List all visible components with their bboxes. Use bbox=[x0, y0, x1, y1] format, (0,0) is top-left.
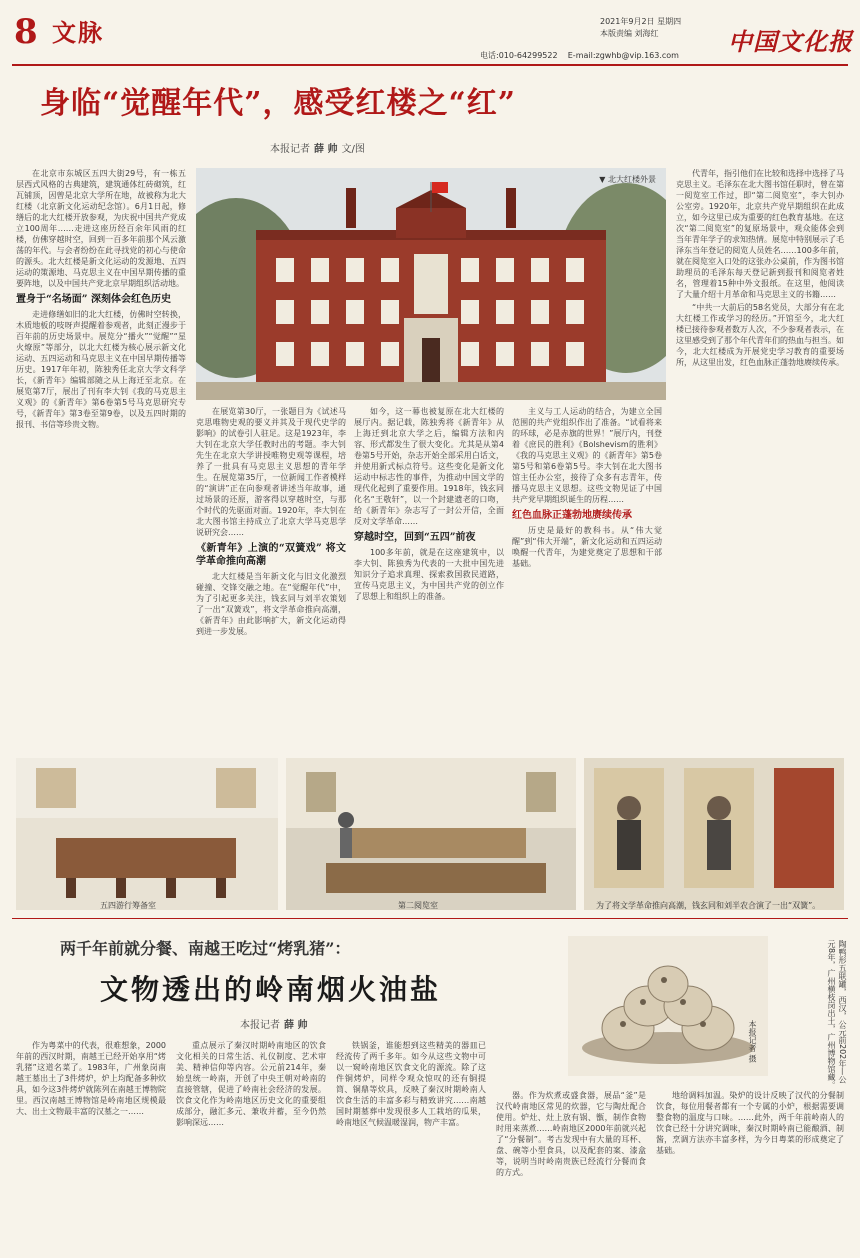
contact-phone: 电话:010-64299522 bbox=[480, 51, 558, 60]
article1-column-4 bbox=[512, 406, 662, 750]
paragraph: 铁锅釜，谁能想到这些精美的器皿已经流传了两千多年。如今从这些文物中可以一窥岭南地区饮食文化的源流。除了这件铜烤炉，同样令观众惊叹的还有铜提筒、铜鼎等炊具，反映了秦汉时期岭南人饮食生活的丰富多彩与精致讲究……南越国时期墓葬中发现很多人工栽培的瓜果，岭南地区气候温暖湿润，物产丰富。 bbox=[336, 1041, 486, 1127]
article2-column-1 bbox=[16, 1040, 166, 1250]
paragraph: 重点展示了秦汉时期岭南地区的饮食文化相关的日常生活、礼仪制度、艺术审美、精神信仰等内容。公元前214年，秦始皇统一岭南，开创了中央王朝对岭南的直接管辖，促进了岭南社会经济的发展。饮食文化作为岭南地区历史文化的重要组成部分，融汇多元、兼收并蓄，至今仍然影响深远…… bbox=[176, 1041, 326, 1127]
article2-deck: 两千年前就分餐、南越王吃过“烤乳猪”： bbox=[60, 939, 351, 958]
paragraph: 器。作为炊煮或盛食器，展品“釜”是汉代岭南地区常见的炊器，它与陶灶配合使用。炉灶、灶上放有锅、甑，制作食物时用来蒸煮……岭南地区2000年前就兴起了“分餐制”。考古发现中有大量的耳杯、盘、碗等小型食具，以及配套的案、漆盒等，说明当时岭南贵族已经流行分餐而食的方式。 bbox=[496, 1091, 646, 1177]
masthead-meta bbox=[600, 16, 681, 40]
paragraph: 100多年前，就是在这座建筑中，以李大钊、陈独秀为代表的一大批中国先进知识分子追求真理、探索救国救民道路，宣传马克思主义，为中国共产党的创立作了思想上和组织上的准备。 bbox=[354, 548, 504, 601]
article1-column-5 bbox=[676, 168, 844, 750]
subheading: 《新青年》上演的“双簧戏” 将文学革命推向高潮 bbox=[196, 543, 346, 567]
contact-line bbox=[480, 50, 679, 61]
photo-caption: ▼ 北大红楼外景 bbox=[599, 175, 656, 184]
article2-byline bbox=[240, 1016, 311, 1031]
contact-email: E-mail:zgwhb@vip.163.com bbox=[567, 51, 679, 60]
pottery-photo-credit: 本报记者 摄 bbox=[748, 1020, 757, 1063]
paragraph: 在北京市东城区五四大街29号，有一栋五层西式风格的古典建筑，建筑通体红砖砌筑，红瓦铺顶，因曾是北京大学所在地，故被称为北大红楼（北京新文化运动纪念馆）。6月1日起，修缮后的北大红楼开放参观，为庆祝中国共产党成立100周年……走进这座历经百余年风雨的红楼，仿佛穿越时空，回到一百多年前那个风云激荡的年代。与会者纷纷在此寻找党的初心与使命的源头。北大红楼是新文化运动的发源地、五四运动的策源地、马克思主义在中国早期传播的重要阵地，以及中国共产党北京早期组织活动地。 bbox=[16, 169, 186, 288]
paragraph: 代青年，指引他们在比较和选择中选择了马克思主义。毛泽东在北大图书馆任职时，曾在第一阅览室工作过，即“第二阅览室”，李大钊办公室旁。1920年，北京共产党早期组织在此成立，如今这里已成为重要的红色教育基地。在这次“第二阅览室”的复原场景中，观众能体会到当年青年学子的求知热情。展览中特别展示了毛泽东当年登记的阅览人员姓名……100多年前，就在阅览室入口处的这张办公桌前，作为图书馆助理员的毛泽东每天登记新到报刊和阅览者姓名，管理着15种中外文报纸。在这里，他阅读了大量介绍十月革命和马克思主义的书籍…… bbox=[676, 169, 844, 299]
newspaper-logo: 中国文化报 bbox=[728, 27, 853, 56]
page-number: 8 bbox=[14, 12, 38, 52]
exhibit-figures-illustration bbox=[584, 758, 844, 910]
byline-prefix: 本报记者 bbox=[270, 144, 310, 155]
photo-meeting-room bbox=[16, 758, 278, 910]
article1-headline: 身临“觉醒年代”，感受红楼之“红” bbox=[40, 86, 517, 121]
article2-column-2 bbox=[176, 1040, 326, 1250]
paragraph: 在展览第30厅，一张题目为《试述马克思唯物史观的要义并其及于现代史学的影响》的试卷引人驻足。这是1923年，李大钊在北京大学任教时出的考题。李大钊先生在北京大学讲授唯物史观等课程，培养了一批具有马克思主义思想的青年学生。在展览第35厅，一位新闻工作者模样的“演讲”正在向参观者讲述当年故事，通过场景的还原，游客得以穿越时空，与那个时代的先驱面对面。1920年，李大钊在北大图书馆主持成立了北京大学马克思学说研究会…… bbox=[196, 407, 346, 537]
byline-author: 薛 帅 bbox=[314, 144, 338, 155]
paragraph: 走进修缮如旧的北大红楼，仿佛时空转换，木质地板的吱呀声提醒着参观者，此刻正漫步于百年前的历史场景中。展览分“播火”“觉醒”“星火燎原”等部分，以北大红楼为核心展示新文化运动、五四运动和马克思主义在中国早期传播等历史。1917年年初，陈独秀任北京大学文科学长，《新青年》编辑部随之从上海迁至北京。在展览第7厅，展出了刊有李大钊《我的马克思主义观》的《新青年》第6卷第5号马克思研究专号，《新青年》第3卷至第9卷，以及五四时期的报刊、书信等珍贵文物。 bbox=[16, 310, 186, 429]
photo-exhibit-figures bbox=[584, 758, 844, 910]
paragraph: 地给调料加温。染炉的设计反映了汉代的分餐制饮食，每位用餐者都有一个专属的小炉，根据需要调整食物的温度与口味。……此外，两千年前岭南人的饮食已经十分讲究调味，秦汉时期岭南已能酿酒、制酱，烹调方法亦丰富多样，为今日粤菜的形成奠定了基础。 bbox=[656, 1091, 844, 1155]
byline-author: 薛 帅 bbox=[284, 1020, 308, 1031]
strip-caption-2: 第二阅览室 bbox=[398, 901, 438, 910]
subheading: 置身于“名场面” 深刻体会红色历史 bbox=[16, 294, 171, 305]
meeting-room-illustration bbox=[16, 758, 278, 910]
pottery-ducks-illustration bbox=[568, 936, 768, 1076]
article2-column-5 bbox=[656, 1090, 844, 1250]
red-building-photo bbox=[196, 168, 666, 400]
byline-prefix: 本报记者 bbox=[240, 1020, 280, 1031]
subheading: 穿越时空，回到“五四”前夜 bbox=[354, 532, 476, 543]
article2-column-4 bbox=[496, 1090, 646, 1250]
paragraph: 历史是最好的教科书。从“伟大觉醒”到“伟大开端”，新文化运动和五四运动唤醒一代青年，为建党奠定了思想和干部基础。 bbox=[512, 526, 662, 568]
article2-column-3 bbox=[336, 1040, 486, 1250]
page-editor: 本版责编 刘海红 bbox=[600, 29, 659, 38]
reading-room-illustration bbox=[286, 758, 576, 910]
byline-suffix: 文/图 bbox=[341, 144, 365, 155]
issue-date: 2021年9月2日 星期四 bbox=[600, 17, 682, 26]
paragraph: “中共一大前后的58名党员，大部分有在北大红楼工作或学习的经历。”开馆至今，北大红楼已接待参观者数万人次，不少参观者表示，在这里感受到了那个年代青年们的热血与担当。如今，北大红楼成为开展党史学习教育的重要场所，从这里出发，红色血脉正蓬勃地赓续传承。 bbox=[676, 303, 844, 367]
photo-reading-room bbox=[286, 758, 576, 910]
paragraph: 作为粤菜中的代表，很难想象，2000年前的西汉时期，南越王已经开始享用“烤乳猪”这道名菜了。1983年，广州象岗南越王墓出土了3件烤炉，炉上均配备多种炊具，如今这3件烤炉就陈列在南越王博物院里。西汉南越王博物馆是岭南地区规模最大、出土文物最丰富的汉墓之一…… bbox=[16, 1041, 166, 1116]
strip-caption-3: 为了将文学革命推向高潮，钱玄同和刘半农合演了一出“双簧”。 bbox=[596, 901, 821, 910]
article1-byline bbox=[270, 140, 365, 155]
article1-column-3 bbox=[354, 406, 504, 750]
pottery-photo-caption: 陶鸭形五联罐，西汉，公元前202年—公元8年，广州横枝岗出土，广州博物馆藏。 bbox=[827, 940, 847, 1090]
red-building-illustration bbox=[196, 168, 666, 400]
paragraph: 北大红楼是当年新文化与旧文化激烈碰撞、交锋交融之地。在“觉醒年代”中，为了引起更多关注，钱玄同与刘半农策划了一出“双簧戏”，将文学革命推向高潮，《新青年》由此影响扩大，新文化运动得到进一步发展。 bbox=[196, 572, 346, 636]
masthead-rule bbox=[12, 64, 848, 66]
paragraph: 主义与工人运动的结合，为建立全国范围的共产党组织作出了准备。“试看将来的环球，必是赤旗的世界！”展厅内，刊登着《庶民的胜利》《Bolshevism的胜利》《我的马克思主义观》的《新青年》第5卷第5号和第6卷第5号。李大钊在北大图书馆主任办公室，接待了众多有志青年，传播马克思主义思想。这些文物见证了中国共产党早期组织诞生的历程…… bbox=[512, 407, 662, 504]
article1-column-1 bbox=[16, 168, 186, 750]
section-divider bbox=[12, 918, 848, 919]
subheading: 红色血脉正蓬勃地赓续传承 bbox=[512, 510, 632, 521]
strip-caption-1: 五四游行筹备室 bbox=[100, 901, 156, 910]
pottery-ducks-photo bbox=[568, 936, 768, 1076]
article1-column-2 bbox=[196, 406, 346, 750]
article2-headline: 文物透出的岭南烟火油盐 bbox=[100, 973, 442, 1006]
paragraph: 如今，这一幕也被复原在北大红楼的展厅内。据记载，陈独秀将《新青年》从上海迁到北京大学之后，编辑方法和内容、形式都发生了很大变化。尤其是从第4卷第5号开始，杂志开始全部采用白话文，并使用新式标点符号。这些变化是新文化运动中标志性的事件，为推动中国文学的现代化起到了重要作用。1918年，钱玄同化名“王敬轩”，以一个封建遗老的口吻，给《新青年》杂志写了一封公开信，全面反对文学革命…… bbox=[354, 407, 504, 526]
section-title: 文脉 bbox=[52, 18, 104, 47]
